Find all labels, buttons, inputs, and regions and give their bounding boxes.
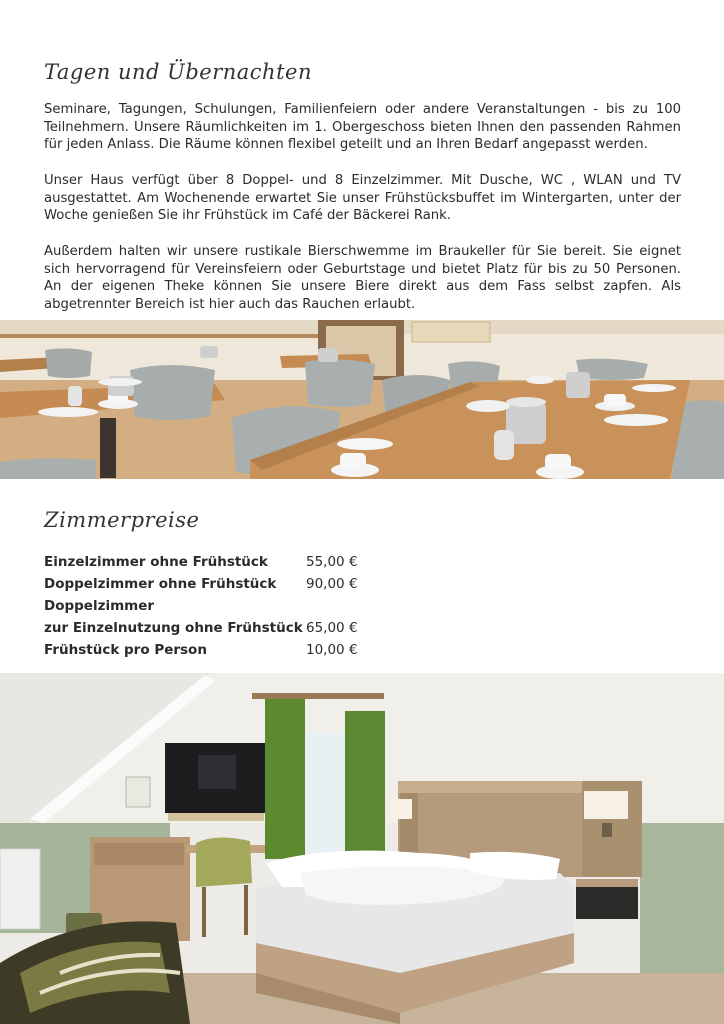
price-item-name: Frühstück pro Person — [44, 642, 207, 658]
paragraph-events: Seminare, Tagungen, Schulungen, Familienfeiern oder andere Veranstaltungen - bis zu 100 Teilnehmern. Unsere Räumlichkeiten im 1. Obergeschoss bieten Ihnen den passenden Rahmen für jeden Anlass. Die Räume können flexibel geteilt und an Ihren Bedarf angepasst werden. — [44, 102, 681, 152]
price-row — [44, 640, 374, 662]
section-heading-room-prices: Zimmerpreise — [44, 508, 200, 532]
price-row — [44, 618, 374, 640]
price-table — [44, 552, 374, 662]
price-item-name: Einzelzimmer ohne Frühstück — [44, 554, 268, 570]
price-item-name: Doppelzimmer ohne Frühstück — [44, 576, 277, 592]
price-item-value: 55,00 € — [306, 554, 358, 570]
price-item-value: 90,00 € — [306, 576, 358, 592]
price-row — [44, 552, 374, 574]
price-item-name: Doppelzimmer — [44, 598, 155, 614]
price-item-name: zur Einzelnutzung ohne Frühstück — [44, 620, 303, 636]
price-item-value: 65,00 € — [306, 620, 358, 636]
dining-room-photo — [0, 320, 724, 479]
price-item-value: 10,00 € — [306, 642, 358, 658]
section-heading-meetings: Tagen und Übernachten — [44, 60, 312, 84]
paragraph-rooms: Unser Haus verfügt über 8 Doppel- und 8 Einzelzimmer. Mit Dusche, WC , WLAN und TV ausgestattet. Am Wochenende erwartet Sie unser Frühstücksbuffet im Wintergarten, unter der Woche genießen Sie ihr Frühstück im Café der Bäckerei Rank. — [44, 173, 681, 223]
price-row — [44, 596, 374, 618]
paragraph-beer-cellar: Außerdem halten wir unsere rustikale Bierschwemme im Braukeller für Sie bereit. Sie eignet sich hervorragend für Vereinsfeiern oder Geburtstage und bietet Platz für bis zu 50 Personen. An der eigenen Theke können Sie unsere Biere direkt aus dem Fass selbst zapfen. Als abgetrennter Bereich ist hier auch das Rauchen erlaubt. — [44, 244, 681, 312]
hotel-room-photo — [0, 673, 724, 1024]
price-row — [44, 574, 374, 596]
